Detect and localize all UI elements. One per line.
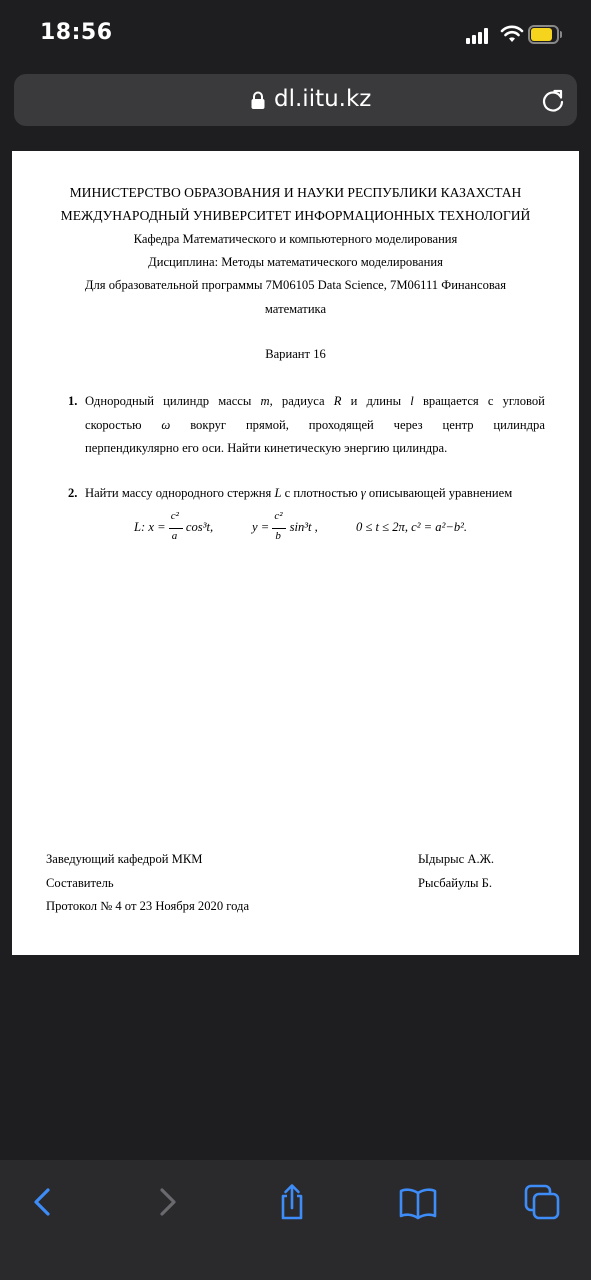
status-bar [0, 0, 591, 70]
task-1-line-3: перпендикулярно его оси. Найти кинетическую энергию цилиндра. [85, 441, 448, 455]
status-time: 18:56 [40, 20, 113, 45]
back-icon[interactable] [22, 1182, 62, 1222]
university-title: МЕЖДУНАРОДНЫЙ УНИВЕРСИТЕТ ИНФОРМАЦИОННЫХ ТЕХНОЛОГИЙ [60, 208, 531, 223]
program-line-continued: математика [264, 302, 327, 316]
task-2-text: Найти массу однородного стержня L с плотностью γ описывающей уравнением [85, 486, 513, 500]
task-1-line-1: Однородный цилиндр массы m, радиуса R и длины l вращается с угловой [85, 394, 545, 408]
reload-icon[interactable] [540, 88, 566, 114]
discipline-line: Дисциплина: Методы математического моделирования [148, 255, 443, 269]
wifi-icon [500, 25, 524, 43]
ministry-title: МИНИСТЕРСТВО ОБРАЗОВАНИЯ И НАУКИ РЕСПУБЛИКИ КАЗАХСТАН [69, 185, 522, 200]
bookmarks-icon[interactable] [398, 1182, 438, 1222]
battery-icon [528, 25, 562, 44]
author-name: Рысбайулы Б. [418, 876, 492, 890]
task-2-number: 2. [68, 486, 78, 500]
author-label: Составитель [46, 876, 114, 890]
task-1-line-2: скоростью ω вокруг прямой, проходящей через центр цилиндра [85, 418, 545, 432]
department-line: Кафедра Математического и компьютерного моделирования [133, 232, 458, 246]
forward-icon[interactable] [148, 1182, 188, 1222]
url-text[interactable]: dl.iitu.kz [274, 86, 372, 112]
lock-icon [250, 91, 266, 110]
head-of-department-label: Заведующий кафедрой МКМ [46, 852, 203, 866]
task-1-number: 1. [68, 394, 78, 408]
head-of-department-name: Ыдырыс А.Ж. [418, 852, 495, 866]
tabs-icon[interactable] [522, 1182, 562, 1222]
variant-title: Вариант 16 [265, 347, 326, 361]
browser-toolbar [0, 1160, 591, 1280]
address-bar[interactable] [14, 74, 577, 126]
protocol-line: Протокол № 4 от 23 Ноября 2020 года [46, 899, 250, 913]
program-line: Для образовательной программы 7M06105 Data Science, 7M06111 Финансовая [84, 278, 507, 292]
cellular-signal-icon [466, 28, 492, 44]
document-page: МИНИСТЕРСТВО ОБРАЗОВАНИЯ И НАУКИ РЕСПУБЛИКИ КАЗАХСТАН МЕЖДУНАРОДНЫЙ УНИВЕРСИТЕТ ИНФОРМАЦИОННЫХ ТЕХНОЛОГИЙ Кафедра Математического и компьютерного моделирования Дисциплина: Методы математического моделирования Для образовательной программы 7M06105 Data Science, 7M06111 Финансовая математика Вариант 16 1. Однородный цилиндр массы m, радиуса R и длины l вращается с угловой скоростью ω вокруг прямой, проходящей через центр цилиндра перпендикулярно его оси. Найти кинетическую энергию цилиндра. 2. Найти массу однородного стержня L с плотностью γ описывающей уравнением L: x = $\frac{\text{c²}}{a}$ cos³t, y = $\frac{\text{c²}}{b}$ sin³t , 0 ≤ t ≤ 2π, c² = a²−b². Заведующий кафедрой МКМ Ыдырыс А.Ж. Составитель Рысбайулы Б. Протокол № 4 от 23 Ноября 2020 года [12, 151, 579, 955]
share-icon[interactable] [272, 1182, 312, 1222]
